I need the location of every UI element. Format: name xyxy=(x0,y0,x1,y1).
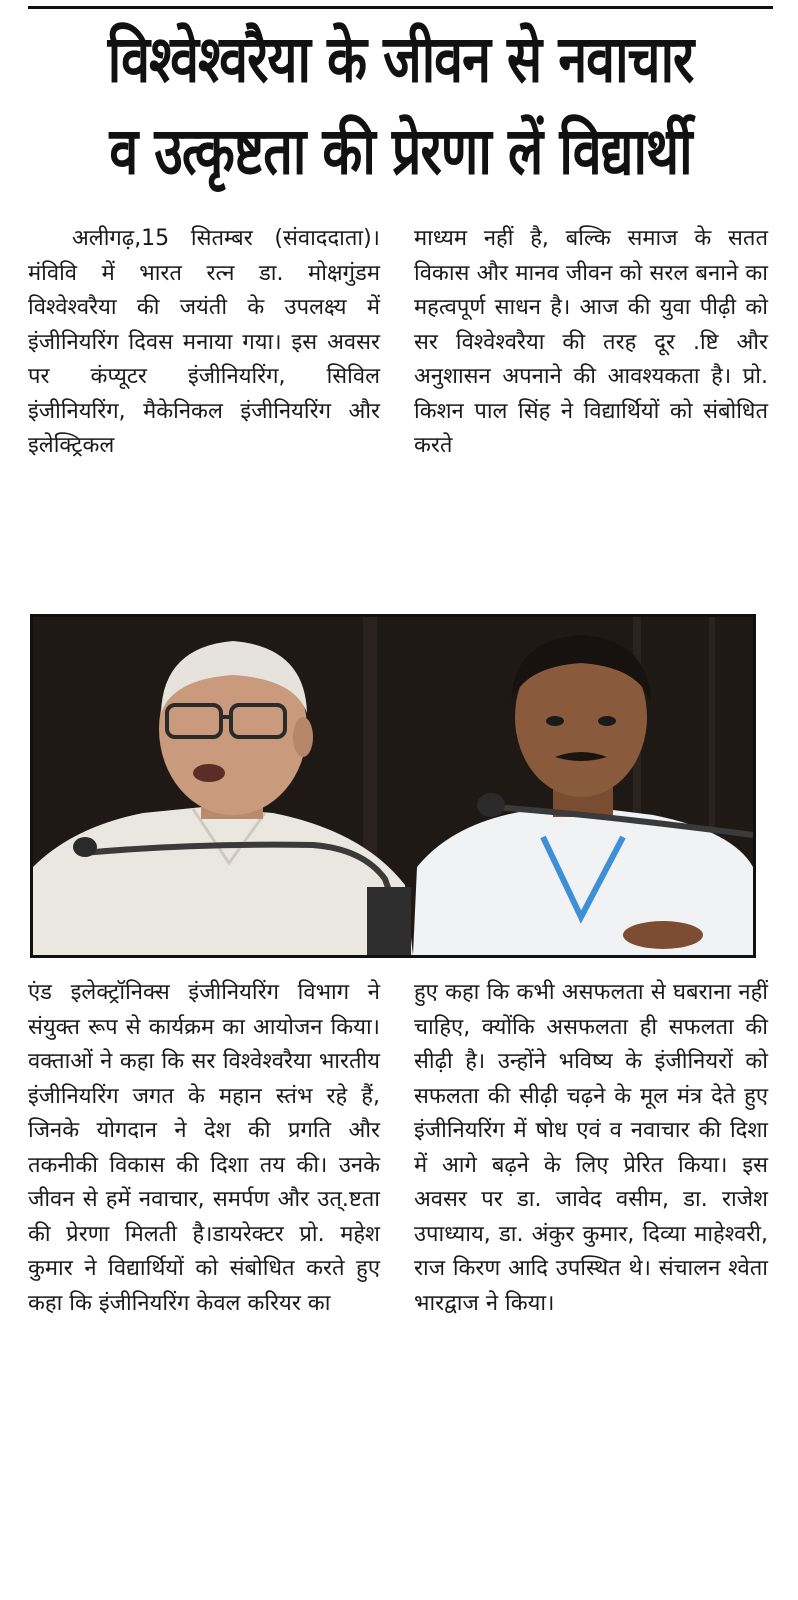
article-photo xyxy=(30,614,756,958)
article-column-bottom-right: हुए कहा कि कभी असफलता से घबराना नहीं चाहिए, क्योंकि असफलता ही सफलता की सीढ़ी है। उन्होंने भविष्य के इंजीनियरों को सफलता की सीढ़ी चढ़ने के मूल मंत्र देते हुए इंजीनियरिंग में षोध एवं व नवाचार की दिशा में आगे बढ़ने के लिए प्रेरित किया। इस अवसर पर डा. जावेद वसीम, डा. राजेश उपाध्याय, डा. अंकुर कुमार, दिव्या माहेश्वरी, राज किरण आदि उपस्थित थे। संचालन श्वेता भारद्वाज ने किया। xyxy=(414,980,768,1316)
article-column-bottom-left: एंड इलेक्ट्रॉनिक्स इंजीनियरिंग विभाग ने संयुक्त रूप से कार्यक्रम का आयोजन किया। वक्ताओं ने कहा कि सर विश्वेश्वरैया भारतीय इंजीनियरिंग जगत के महान स्तंभ रहे हैं, जिनके योगदान ने देश की प्रगति और तकनीकी विकास की दिशा तय की। उनके जीवन से हमें नवाचार, समर्पण और उत्.ष्टता की प्रेरणा मिलती है।डायरेक्टर प्रो. महेश कुमार ने विद्यार्थियों को संबोधित करते हुए कहा कि इंजीनियरिंग केवल करियर का xyxy=(28,980,380,1316)
headline-line-2: व उत्कृष्टता की प्रेरणा लें विद्यार्थी xyxy=(109,114,692,190)
speakers-at-podium-photo-icon xyxy=(33,617,753,955)
headline xyxy=(28,14,773,198)
headline-line-1: विश्वेश्वरैया के जीवन से नवाचार xyxy=(107,22,694,98)
article-column-top-left: अलीगढ़,15 सितम्बर (संवाददाता)। मंविवि में भारत रत्न डा. मोक्षगुंडम विश्वेश्वरैया की जयंती के उपलक्ष्य में इंजीनियरिंग दिवस मनाया गया। इस अवसर पर कंप्यूटर इंजीनियरिंग, सिविल इंजीनियरिंग, मैकेनिकल इंजीनियरिंग और इलेक्ट्रिकल xyxy=(28,226,380,458)
article-column-top-right: माध्यम नहीं है, बल्कि समाज के सतत विकास और मानव जीवन को सरल बनाने का महत्वपूर्ण साधन है। आज की युवा पीढ़ी को सर विश्वेश्वरैया की तरह दूर .ष्टि और अनुशासन अपनाने की आवश्यकता है। प्रो. किशन पाल सिंह ने विद्यार्थियों को संबोधित करते xyxy=(414,226,768,458)
